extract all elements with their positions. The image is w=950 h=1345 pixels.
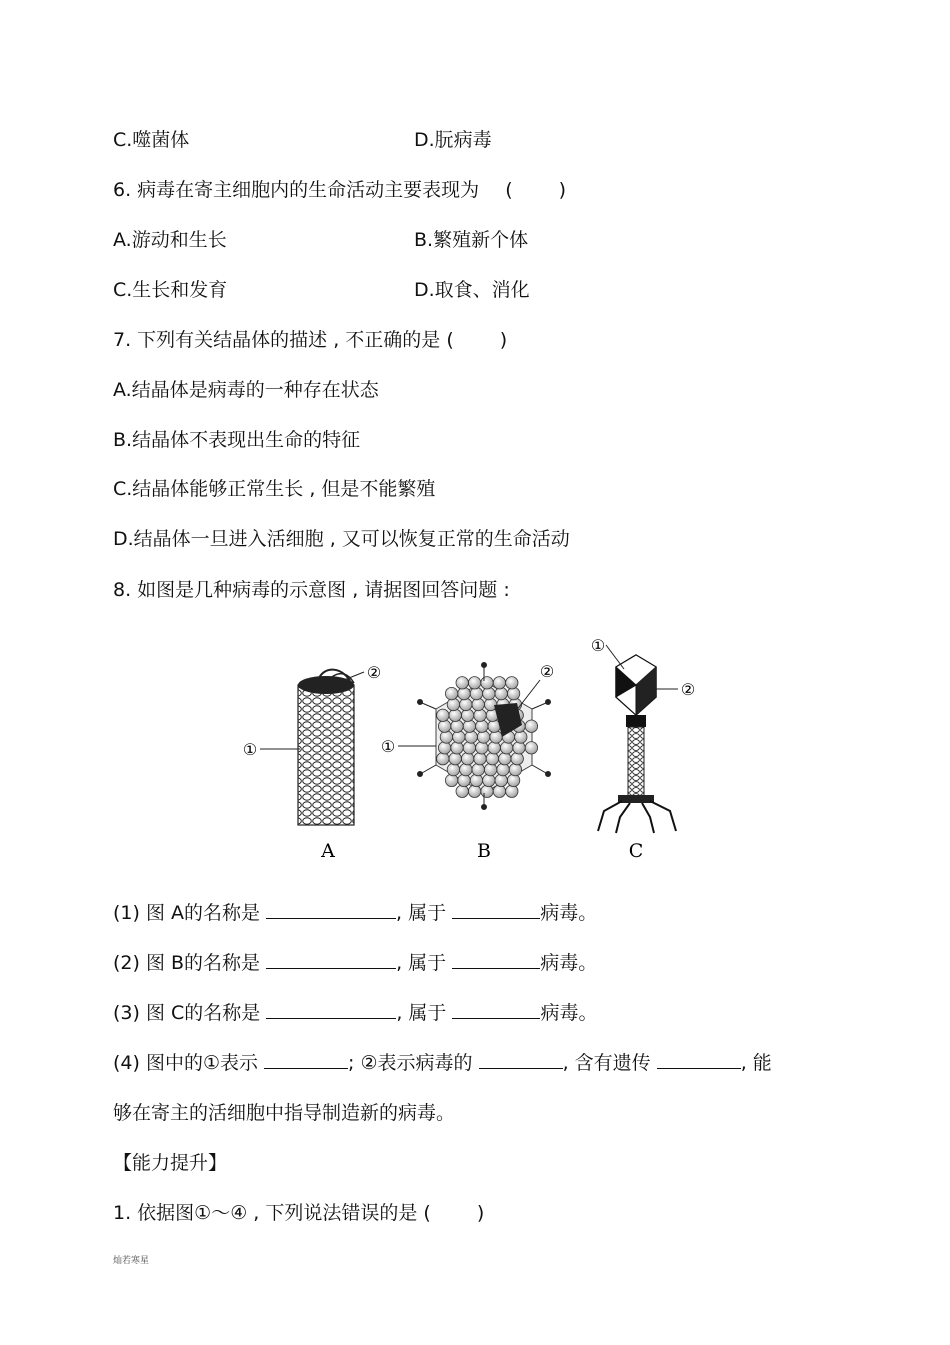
capsomere [461, 753, 473, 765]
capsomere [509, 763, 521, 775]
capsomere [437, 753, 449, 765]
capsomere [525, 720, 537, 732]
capsomere [451, 742, 463, 754]
q8-sub4-blank-2[interactable] [479, 1050, 563, 1069]
q8-sub2-post: 病毒。 [540, 952, 598, 974]
q8-sub3-blank-name[interactable] [266, 1000, 396, 1019]
capsomere [468, 785, 480, 797]
q8-sub2-blank-type[interactable] [452, 950, 540, 969]
capsomere [506, 785, 518, 797]
capsomere [465, 731, 477, 743]
q8-sub1-blank-type[interactable] [452, 900, 540, 919]
q8-sub3-post: 病毒。 [540, 1002, 598, 1024]
ability-q1-paren-close: ) [476, 1202, 485, 1224]
page-footer: 灿若寒星 [113, 1256, 150, 1266]
virus-a-marker-1: ① [242, 740, 258, 759]
capsomere [470, 687, 482, 699]
capsomere [515, 731, 527, 743]
capsomere [507, 687, 519, 699]
q8-sub4-a: (4) 图中的①表示 [113, 1052, 258, 1074]
q7-option-c: C.结晶体能够正常生长 , 但是不能繁殖 [113, 478, 436, 500]
virus-b-marker-2: ② [539, 662, 555, 681]
capsomere [484, 763, 496, 775]
capsomere [488, 742, 500, 754]
capsomere [472, 698, 484, 710]
q8-sub3 [113, 1000, 597, 1026]
capsomere [493, 677, 505, 689]
capsomere [438, 742, 450, 754]
capsomere [447, 763, 459, 775]
capsomere [499, 753, 511, 765]
q8-sub4-blank-1[interactable] [264, 1050, 348, 1069]
q6-paren-open: ( [505, 179, 513, 201]
capsomere [495, 774, 507, 786]
virus-b-marker-1: ① [380, 737, 396, 756]
q6-stem-text: 6. 病毒在寄主细胞内的生命活动主要表现为 [113, 179, 480, 201]
q6-paren-close: ) [558, 179, 567, 201]
q7-stem-text: 7. 下列有关结晶体的描述 , 不正确的是 ( [113, 329, 454, 351]
capsomere [483, 774, 495, 786]
capsomere [506, 677, 518, 689]
q7-option-b: B.结晶体不表现出生命的特征 [113, 429, 361, 451]
capsomere [497, 763, 509, 775]
capsomere [449, 753, 461, 765]
capsomere [470, 774, 482, 786]
q7-option-a: A.结晶体是病毒的一种存在状态 [113, 379, 379, 401]
ability-q1-stem [113, 1200, 484, 1226]
capsomere [451, 720, 463, 732]
q8-sub1-post: 病毒。 [540, 902, 598, 924]
q6-option-a: A.游动和生长 [113, 229, 227, 251]
q5-option-d: D.朊病毒 [414, 129, 492, 151]
capsomere [458, 774, 470, 786]
virus-c-drawing [598, 645, 678, 833]
virus-b-drawing [398, 663, 551, 810]
capsomere [476, 742, 488, 754]
capsomere [460, 763, 472, 775]
capsomere [460, 698, 472, 710]
capsomere [484, 698, 496, 710]
virus-a-label: A [321, 840, 335, 862]
q8-sub4-b: ; ②表示病毒的 [348, 1052, 473, 1074]
q8-sub3-blank-type[interactable] [452, 1000, 540, 1019]
q8-sub1-mid: , 属于 [396, 902, 447, 924]
capsomere [445, 687, 457, 699]
capsomere [483, 687, 495, 699]
q8-stem: 8. 如图是几种病毒的示意图 , 请据图回答问题 : [113, 579, 510, 601]
capsomere [477, 731, 489, 743]
q8-sub1 [113, 900, 597, 926]
capsomere [495, 687, 507, 699]
capsomere [437, 709, 449, 721]
section-title: 【能力提升】 [113, 1152, 228, 1174]
virus-c-marker-1: ① [590, 636, 606, 655]
ability-q1-stem-text: 1. 依据图①～④ , 下列说法错误的是 ( [113, 1202, 431, 1224]
q8-sub1-blank-name[interactable] [266, 900, 396, 919]
q6-option-b: B.繁殖新个体 [414, 229, 529, 251]
capsomere [447, 698, 459, 710]
q8-sub2-blank-name[interactable] [266, 950, 396, 969]
capsomere [453, 731, 465, 743]
q8-sub4-blank-3[interactable] [657, 1050, 741, 1069]
capsomere [476, 720, 488, 732]
capsomere [500, 742, 512, 754]
virus-figure [232, 625, 718, 870]
virus-a-drawing [260, 670, 364, 825]
q6-option-c: C.生长和发育 [113, 279, 228, 301]
q8-sub4-c: , 含有遗传 [562, 1052, 651, 1074]
q8-sub2 [113, 950, 597, 976]
q8-sub2-pre: (2) 图 B的名称是 [113, 952, 261, 974]
q7-option-d: D.结晶体一旦进入活细胞 , 又可以恢复正常的生命活动 [113, 528, 570, 550]
capsomere [438, 720, 450, 732]
capsomere [458, 687, 470, 699]
q8-sub4-continuation: 够在寄主的活细胞中指导制造新的病毒。 [113, 1102, 456, 1124]
capsomere [511, 753, 523, 765]
capsomere [481, 677, 493, 689]
capsomere [507, 774, 519, 786]
q7-stem [113, 327, 507, 353]
capsomere [440, 731, 452, 743]
q8-sub2-mid: , 属于 [396, 952, 447, 974]
capsomere [468, 677, 480, 689]
q5-option-c: C.噬菌体 [113, 129, 190, 151]
q8-sub4-d: , 能 [740, 1052, 772, 1074]
capsomere [486, 753, 498, 765]
q8-sub3-mid: , 属于 [396, 1002, 447, 1024]
q7-paren-close: ) [499, 329, 508, 351]
capsomere [513, 742, 525, 754]
capsomere [490, 731, 502, 743]
capsomere [474, 709, 486, 721]
capsomere [493, 785, 505, 797]
virus-c-label: C [628, 840, 644, 862]
capsomere [461, 709, 473, 721]
capsomere [481, 785, 493, 797]
capsomere [445, 774, 457, 786]
capsomere [463, 742, 475, 754]
q6-option-d: D.取食、消化 [414, 279, 530, 301]
capsomere [472, 763, 484, 775]
q6-stem [113, 177, 566, 203]
virus-c-marker-2: ② [680, 680, 696, 699]
capsomere [449, 709, 461, 721]
q8-sub3-pre: (3) 图 C的名称是 [113, 1002, 261, 1024]
q8-sub1-pre: (1) 图 A的名称是 [113, 902, 260, 924]
capsomere [525, 742, 537, 754]
capsomere [456, 677, 468, 689]
capsomere [474, 753, 486, 765]
virus-a-marker-2: ② [366, 663, 382, 682]
virus-b-label: B [477, 840, 491, 862]
capsomere [463, 720, 475, 732]
capsomere [456, 785, 468, 797]
q8-sub4 [113, 1050, 772, 1076]
